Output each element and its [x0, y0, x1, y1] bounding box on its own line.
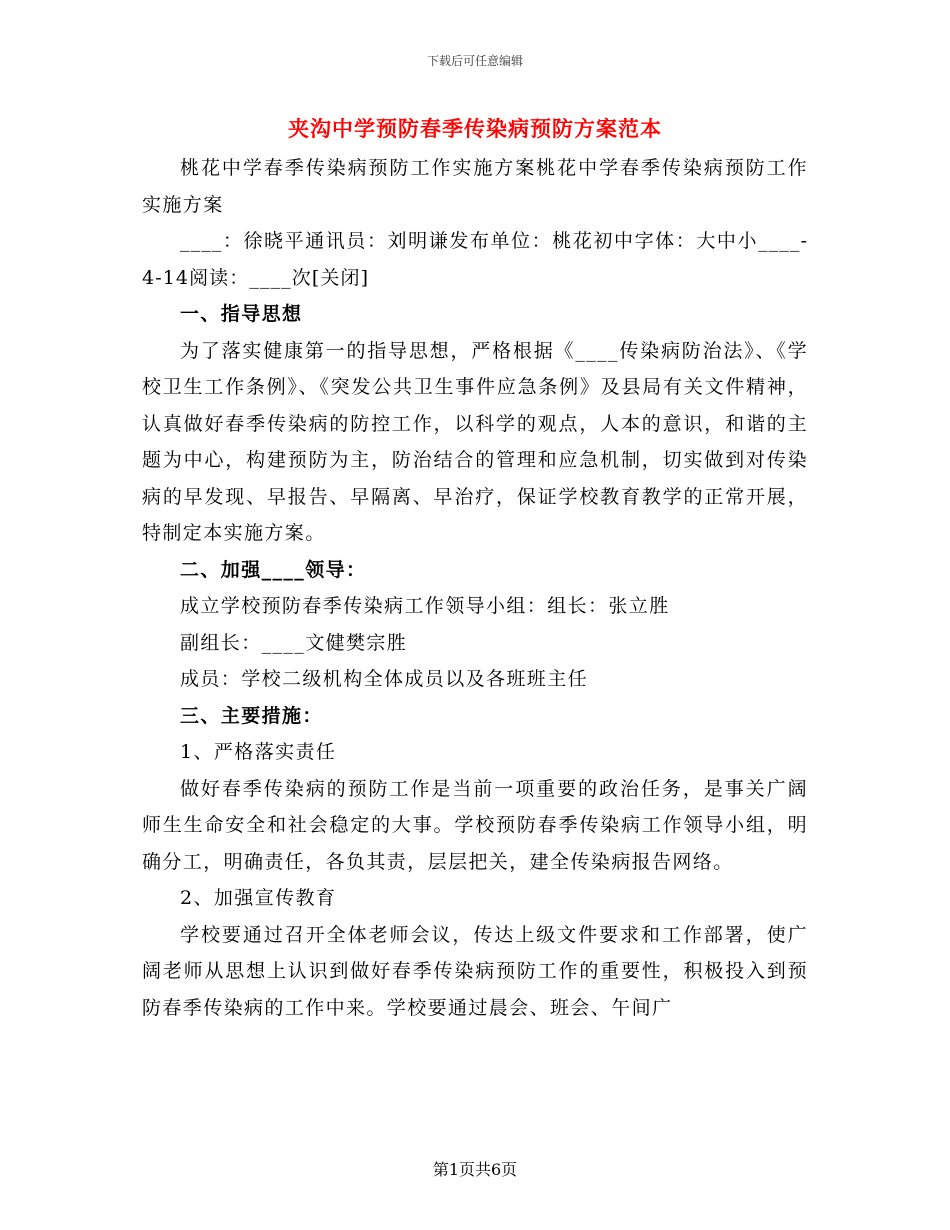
- intro-paragraph: 桃花中学春季传染病预防工作实施方案桃花中学春季传染病预防工作实施方案: [142, 157, 808, 216]
- page-footer: 第1页共6页: [432, 1160, 518, 1179]
- guiding-thought-paragraph: 为了落实健康第一的指导思想，严格根据《____传染病防治法》、《学校卫生工作条例》、《突发公共卫生事件应急条例》及县局有关文件精神，认真做好春季传染病的防控工作，以科学的观点，人本的意识，和谐的主题为中心，构建预防为主，防治结合的管理和应急机制，切实做到对传染病的早发现、早报告、早隔离、早治疗，保证学校教育教学的正常开展，特制定本实施方案。: [142, 339, 808, 544]
- header-note: 下载后可任意编辑: [426, 54, 523, 68]
- responsibility-paragraph: 做好春季传染病的预防工作是当前一项重要的政治任务，是事关广阔师生生命安全和社会稳定的大事。学校预防春季传染病工作领导小组，明确分工，明确责任，各负其责，层层把关，建全传染病报告网络。: [142, 777, 808, 873]
- section-heading-1: 一、指导思想: [180, 303, 303, 325]
- subheading-2: 2、加强宣传教育: [180, 887, 337, 909]
- publish-info: ____：徐晓平通讯员：刘明谦发布单位：桃花初中字体：大中小____-4-14阅读：____次[关闭]: [142, 230, 808, 289]
- deputy-leader-line: 副组长：____文健樊宗胜: [180, 631, 408, 654]
- education-paragraph: 学校要通过召开全体老师会议，传达上级文件要求和工作部署，使广阔老师从思想上认识到做好春季传染病预防工作的重要性，积极投入到预防春季传染病的工作中来。学校要通过晨会、班会、午间广: [142, 923, 808, 1019]
- section-heading-3: 三、主要措施：: [180, 704, 323, 727]
- leadership-group-line: 成立学校预防春季传染病工作领导小组：组长：张立胜: [180, 595, 670, 617]
- section-heading-2: 二、加强____领导：: [180, 558, 367, 581]
- members-line: 成员：学校二级机构全体成员以及各班班主任: [180, 668, 589, 690]
- document-title: 夹沟中学预防春季传染病预防方案范本: [288, 116, 662, 141]
- document-body: [142, 150, 808, 1026]
- subheading-1: 1、严格落实责任: [180, 741, 337, 763]
